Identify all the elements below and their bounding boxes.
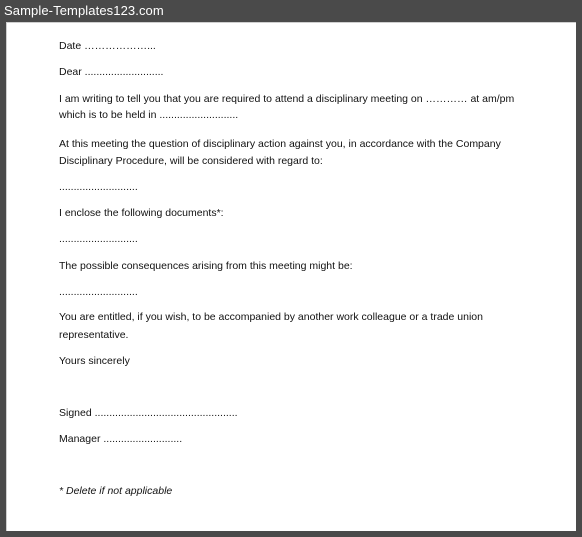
watermark: Sample-Templates123.com bbox=[4, 3, 164, 18]
disciplinary-paragraph-line-2: Disciplinary Procedure, will be considered with regard to: bbox=[59, 155, 323, 167]
blank-line-2: ........................... bbox=[59, 233, 138, 245]
date-line: Date ………………... bbox=[59, 40, 156, 52]
entitlement-paragraph-line-2: representative. bbox=[59, 329, 129, 341]
salutation-line: Dear ........................... bbox=[59, 66, 164, 78]
meeting-paragraph-line-1: I am writing to tell you that you are required to attend a disciplinary meeting on ………… at am/pm bbox=[59, 93, 515, 105]
blank-line-3: ........................... bbox=[59, 286, 138, 298]
disciplinary-paragraph-line-1: At this meeting the question of disciplinary action against you, in accordance with the Company bbox=[59, 138, 501, 150]
consequences-line: The possible consequences arising from this meeting might be: bbox=[59, 260, 353, 272]
enclosure-line: I enclose the following documents*: bbox=[59, 207, 224, 219]
footnote: * Delete if not applicable bbox=[59, 485, 173, 497]
meeting-paragraph-line-2: which is to be held in ........................... bbox=[59, 109, 239, 121]
entitlement-paragraph-line-1: You are entitled, if you wish, to be accompanied by another work colleague or a trade union bbox=[59, 311, 483, 323]
signed-line: Signed ................................................. bbox=[59, 407, 238, 419]
closing-line: Yours sincerely bbox=[59, 355, 130, 367]
blank-line-1: ........................... bbox=[59, 181, 138, 193]
manager-line: Manager ........................... bbox=[59, 433, 183, 445]
